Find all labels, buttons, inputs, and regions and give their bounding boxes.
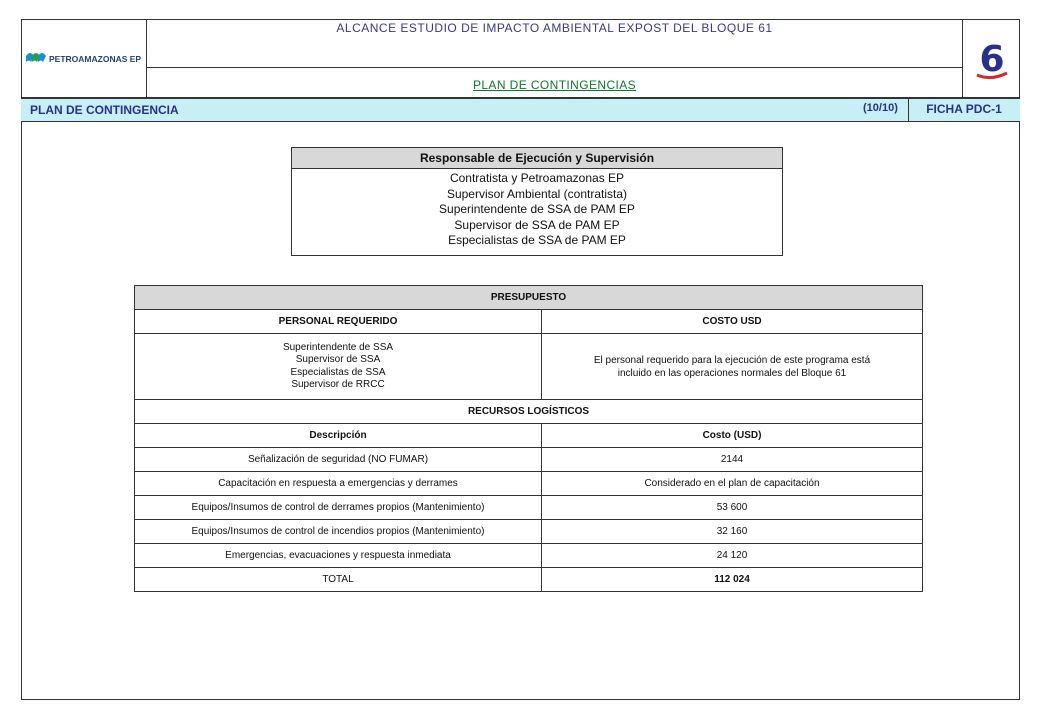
personnel-header: PERSONAL REQUERIDO [135,310,542,334]
row-cost: 32 160 [542,520,923,544]
table-row [135,472,923,496]
header-right-logo-cell [962,19,1020,98]
ficha-code: FICHA PDC-1 [908,98,1019,122]
document-subtitle-cell [147,68,962,98]
document-subtitle: PLAN DE CONTINGENCIAS [472,78,637,92]
row-description: Equipos/Insumos de control de derrames propios (Mantenimiento) [135,496,542,520]
responsible-line: Contratista y Petroamazonas EP [449,171,625,185]
total-label: TOTAL [135,568,542,592]
personnel-line: Supervisor de SSA [295,354,381,365]
responsible-line: Supervisor Ambiental (contratista) [446,186,628,201]
logo-text: PETROAMAZONAS EP [49,54,142,64]
total-row [135,568,923,592]
responsible-line: Especialistas de SSA de PAM EP [448,233,626,247]
total-value: 112 024 [542,568,923,592]
personnel-cost-note [542,334,923,400]
responsible-heading: Responsable de Ejecución y Supervisión [292,148,782,169]
petroamazonas-logo [21,19,147,98]
responsible-list [292,169,782,249]
table-row [135,520,923,544]
row-cost: 53 600 [542,496,923,520]
budget-title: PRESUPUESTO [135,286,923,310]
row-description: Emergencias, evacuaciones y respuesta inmediata [135,544,542,568]
row-description: Capacitación en respuesta a emergencias y derrames [135,472,542,496]
responsible-box [291,147,783,256]
row-description: Equipos/Insumos de control de incendios propios (Mantenimiento) [135,520,542,544]
row-cost: 2144 [542,448,923,472]
table-row [135,448,923,472]
personnel-line: Especialistas de SSA [290,366,386,378]
table-row [135,544,923,568]
svg-text:6: 6 [979,39,1005,80]
personnel-line: Superintendente de SSA [282,341,394,353]
desc-header: Descripción [135,424,542,448]
row-cost: 24 120 [542,544,923,568]
page-indicator: (10/10) [863,102,898,114]
section-bar [21,98,1020,122]
responsible-line: Supervisor de SSA de PAM EP [454,217,620,232]
row-cost: Considerado en el plan de capacitación [542,472,923,496]
table-row [135,496,923,520]
cost-header: COSTO USD [542,310,923,334]
section-title: PLAN DE CONTINGENCIA [30,103,179,117]
personnel-cost-line: incluido en las operaciones normales del Bloque 61 [617,367,847,379]
six-logo-icon [963,19,1021,98]
responsible-line: Superintendente de SSA de PAM EP [439,202,635,216]
personnel-list [135,334,542,400]
personnel-line: Supervisor de RRCC [291,379,385,390]
document-title: ALCANCE ESTUDIO DE IMPACTO AMBIENTAL EXPOST DEL BLOQUE 61 [147,19,962,68]
budget-table [134,285,923,592]
cost-usd-header: Costo (USD) [542,424,923,448]
row-description: Señalización de seguridad (NO FUMAR) [135,448,542,472]
personnel-cost-line: El personal requerido para la ejecución de este programa está [593,354,871,366]
header-logo-cell [21,19,147,98]
logistics-title: RECURSOS LOGÍSTICOS [135,400,923,424]
